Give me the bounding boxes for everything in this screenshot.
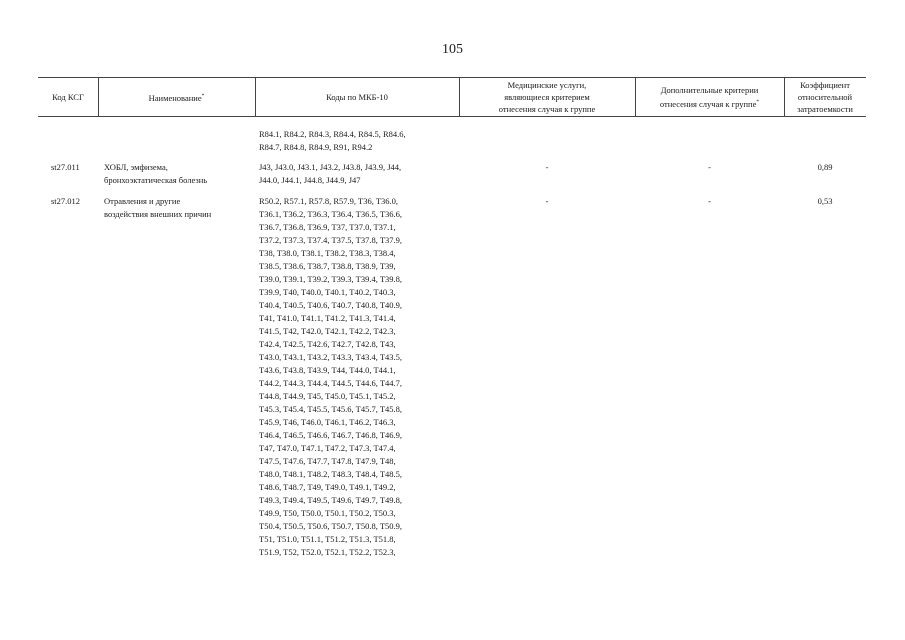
table-header-bottom-rule [38, 116, 866, 117]
row-mkb-codes: J43, J43.0, J43.1, J43.2, J43.8, J43.9, J44, J44.0, J44.1, J44.8, J44.9, J47 [259, 162, 402, 185]
header-coefficient: Коэффициент относительной затратоемкости [797, 79, 853, 114]
header-services: Медицинские услуги, являющиеся критерием отнесения случая к группе [498, 79, 596, 114]
mkb-codes-continued: R84.1, R84.2, R84.3, R84.4, R84.5, R84.6, R84.7, R84.8, R84.9, R91, R94.2 [259, 129, 406, 152]
row-code: st27.011 [51, 162, 80, 172]
row-coefficient: 0,53 [817, 196, 833, 206]
row-name: ХОБЛ, эмфизема, бронхоэктатическая болезнь [104, 162, 208, 185]
row-coefficient: 0,89 [817, 162, 833, 172]
header-code: Код КСГ [52, 91, 84, 102]
row-name: Отравления и другие воздействия внешних причин [104, 196, 212, 219]
row-criteria: - [708, 162, 711, 172]
row-criteria: - [708, 196, 711, 206]
row-services: - [545, 196, 549, 206]
row-code: st27.012 [51, 196, 81, 206]
row-services: - [545, 162, 549, 172]
header-name: Наименование* [148, 92, 205, 103]
header-criteria: Дополнительные критерии отнесения случая к группе* [659, 84, 760, 109]
row-mkb-codes: R50.2, R57.1, R57.8, R57.9, T36, T36.0, T36.1, T36.2, T36.3, T36.4, T36.5, T36.6, T36.7, T36.8, T36.9, T37, T37.0, T37.1, T37.2, T37.3, T37.4, T37.5, T37.8, T37.9, T38, T38.0, T38.1, T38.2, T38.3, T38.4, T38.5, T38.6, T38.7, T38.8, T38.9, T39, T39.0, T39.1, T39.2, T39.3, T39.4, T39.8, T39.9, T40, T40.0, T40.1, T40.2, T40.3, T40.4, T40.5, T40.6, T40.7, T40.8, T40.9, T41, T41.0, T41.1, T41.2, T41.3, T41.4, T41.5, T42, T42.0, T42.1, T42.2, T42.3, T42.4, T42.5, T42.6, T42.7, T42.8, T43, T43.0, T43.1, T43.2, T43.3, T43.4, T43.5, T43.6, T43.8, T43.9, T44, T44.0, T44.1, T44.2, T44.3, T44.4, T44.5, T44.6, T44.7, T44.8, T44.9, T45, T45.0, T45.1, T45.2, T45.3, T45.4, T45.5, T45.6, T45.7, T45.8, T45.9, T46, T46.0, T46.1, T46.2, T46.3, T46.4, T46.5, T46.6, T46.7, T46.8, T46.9, T47, T47.0, T47.1, T47.2, T47.3, T47.4, T47.5, T47.6, T47.7, T47.8, T47.9, T48, T48.0, T48.1, T48.2, T48.3, T48.4, T48.5, T48.6, T48.7, T49, T49.0, T49.1, T49.2, T49.3, T49.4, T49.5, T49.6, T49.7, T49.8, T49.9, T50, T50.0, T50.1, T50.2, T50.3, T50.4, T50.5, T50.6, T50.7, T50.8, T50.9, T51, T51.0, T51.1, T51.2, T51.3, T51.8, T51.9, T52, T52.0, T52.1, T52.2, T52.3, [259, 196, 403, 557]
header-mkb: Коды по МКБ-10 [326, 91, 388, 102]
page-number: 105 [442, 42, 463, 57]
